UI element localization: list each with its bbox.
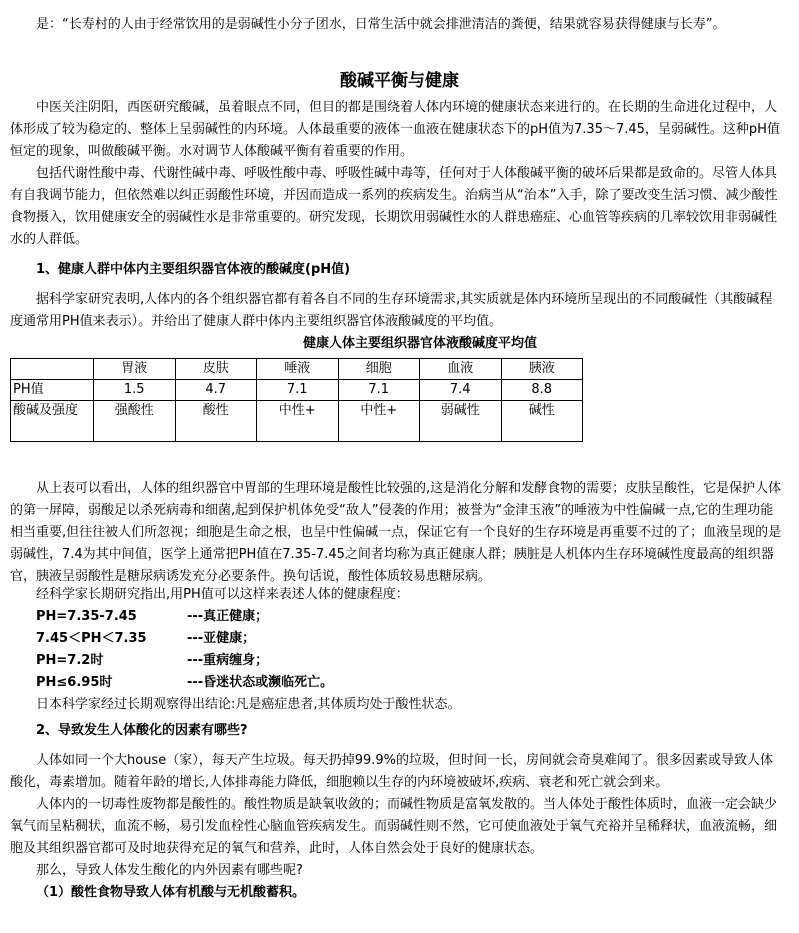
- table-cell: 1.5: [94, 380, 176, 401]
- table-cell: 唾液: [257, 359, 339, 380]
- ph-range: PH=7.35-7.45: [36, 609, 137, 624]
- paragraph-8: 人体内的一切毒性废物都是酸性的。酸性物质是缺氧收敛的；而碱性物质是富氧发散的。当人体处于酸性体质时，血液一定会缺少氧气而呈粘稠状，血流不畅，易引发血栓性心脑血管疾病发生。而弱碱性则不然，它可使血液处于氧气充裕并呈稀释状，血液流畅，细胞及其组织器官都可及时地获得充足的氧气和营养，此时，人体自然会处于良好的健康状态。: [10, 797, 778, 856]
- paragraph-1: 中医关注阴阳，西医研究酸碱，虽着眼点不同，但目的都是围绕着人体内环境的健康状态来进行的。在长期的生命进化过程中，人体形成了较为稳定的、整体上呈弱碱性的内环境。人体最重要的液体一血液在健康状态下的pH值为7.35～7.45，呈弱碱性。这种pH值恒定的现象，叫做酸碱平衡。水对调节人体酸碱平衡有着重要的作用。: [10, 100, 780, 159]
- table-cell: 胃液: [94, 359, 176, 380]
- health-levels-list: [36, 606, 736, 694]
- list-item: [36, 606, 736, 628]
- table-row-nature: [11, 401, 583, 442]
- ph-table: [10, 358, 583, 442]
- list-item: [36, 672, 736, 694]
- list-item: [36, 628, 736, 650]
- table-cell: 7.4: [420, 380, 502, 401]
- section-1-heading: 1、健康人群中体内主要组织器官体液的酸碱度(pH值): [36, 262, 351, 277]
- table-header-row: [11, 359, 583, 380]
- table-cell: 酸碱及强度: [11, 401, 94, 442]
- paragraph-3: 据科学家研究表明,人体内的各个组织器官都有着各自不同的生存环境需求,其实质就是体内环境所呈现出的不同酸碱性（其酸碱程度通常用PH值来表示）。并给出了健康人群中体内主要组织器官体液酸碱度的平均值。: [10, 292, 773, 329]
- paragraph-7: 人体如同一个大house（家），每天产生垃圾。每天扔掉99.9%的垃圾，但时间一长，房间就会奇臭难闻了。很多因素或导致人体酸化，毒素增加。随着年龄的增长,人体排毒能力降低，细胞赖以生存的内环境被破坏,疾病、衰老和死亡就会到来。: [10, 753, 774, 790]
- table-row-ph: [11, 380, 583, 401]
- paragraph-4: 从上表可以看出，人体的组织器官中胃部的生理环境是酸性比较强的,这是消化分解和发酵食物的需要；皮肤呈酸性，它是保护人体的第一屏障，弱酸足以杀死病毒和细菌,起到保护机体免受“敌人”侵袭的作用；被誉为“金津玉液”的唾液为中性偏碱一点,它的生理功能相当重要,但往往被人们所忽视；细胞是生命之根，也呈中性偏碱一点，保证它有一个良好的生存环境是再重要不过的了；血液呈现的是弱碱性，7.4为其中间值，医学上通常把PH值在7.35-7.45之间者均称为真正健康人群；胰脏是人机体内生存环境碱性度最高的组织器官，胰液呈弱酸性是糖尿病诱发充分必要条件。换句话说，酸性体质较易患糖尿病。: [10, 481, 782, 584]
- table-cell: 胰液: [501, 359, 583, 380]
- table-cell: 7.1: [338, 380, 420, 401]
- health-state: ---重病缠身；: [187, 653, 269, 668]
- table-cell: 中性+: [338, 401, 420, 442]
- health-state: ---真正健康；: [187, 609, 269, 624]
- table-cell: 4.7: [175, 380, 257, 401]
- paragraph-5: 经科学家长期研究指出,用PH值可以这样来表述人体的健康程度：: [36, 587, 409, 602]
- table-cell: PH值: [11, 380, 94, 401]
- table-cell: 8.8: [501, 380, 583, 401]
- health-state: ---亚健康；: [187, 631, 256, 646]
- ph-range: PH=7.2时: [36, 653, 104, 668]
- list-item: [36, 650, 736, 672]
- table-cell: 弱碱性: [420, 401, 502, 442]
- table-cell: 血液: [420, 359, 502, 380]
- section-2-heading: 2、导致发生人体酸化的因素有哪些?: [36, 723, 248, 738]
- ph-range: 7.45＜PH＜7.35: [36, 631, 147, 646]
- table-cell: 细胞: [338, 359, 420, 380]
- health-state: ---昏迷状态或濒临死亡。: [187, 675, 334, 690]
- ph-range: PH≤6.95时: [36, 675, 113, 690]
- table-title: 健康人体主要组织器官体液酸碱度平均值: [302, 336, 537, 351]
- article-title: 酸碱平衡与健康: [340, 71, 459, 91]
- intro-quote: 是：“长寿村的人由于经常饮用的是弱碱性小分子团水，日常生活中就会排泄清洁的粪便，结果就容易获得健康与长寿”。: [36, 17, 726, 32]
- subsection-1-heading: （1）酸性食物导致人体有机酸与无机酸蓄积。: [36, 885, 306, 900]
- table-cell: 7.1: [257, 380, 339, 401]
- table-cell: 中性+: [257, 401, 339, 442]
- table-cell: 强酸性: [94, 401, 176, 442]
- paragraph-2: 包括代谢性酸中毒、代谢性碱中毒、呼吸性酸中毒、呼吸性碱中毒等，任何对于人体酸碱平衡的破坏后果都是致命的。尽管人体具有自我调节能力，但依然难以纠正弱酸性环境，并因而造成一系列的疾病发生。治病当从“治本”入手，除了要改变生活习惯、减少酸性食物摄入，饮用健康安全的弱碱性水是非常重要的。研究发现，长期饮用弱碱性水的人群患癌症、心血管等疾病的几率较饮用非弱碱性水的人群低。: [10, 166, 778, 247]
- table-cell: 碱性: [501, 401, 583, 442]
- table-cell: [11, 359, 94, 380]
- table-cell: 皮肤: [175, 359, 257, 380]
- table-cell: 酸性: [175, 401, 257, 442]
- paragraph-9: 那么，导致人体发生酸化的内外因素有哪些呢?: [36, 863, 303, 878]
- paragraph-6: 日本科学家经过长期观察得出结论:凡是癌症患者,其体质均处于酸性状态。: [36, 697, 461, 712]
